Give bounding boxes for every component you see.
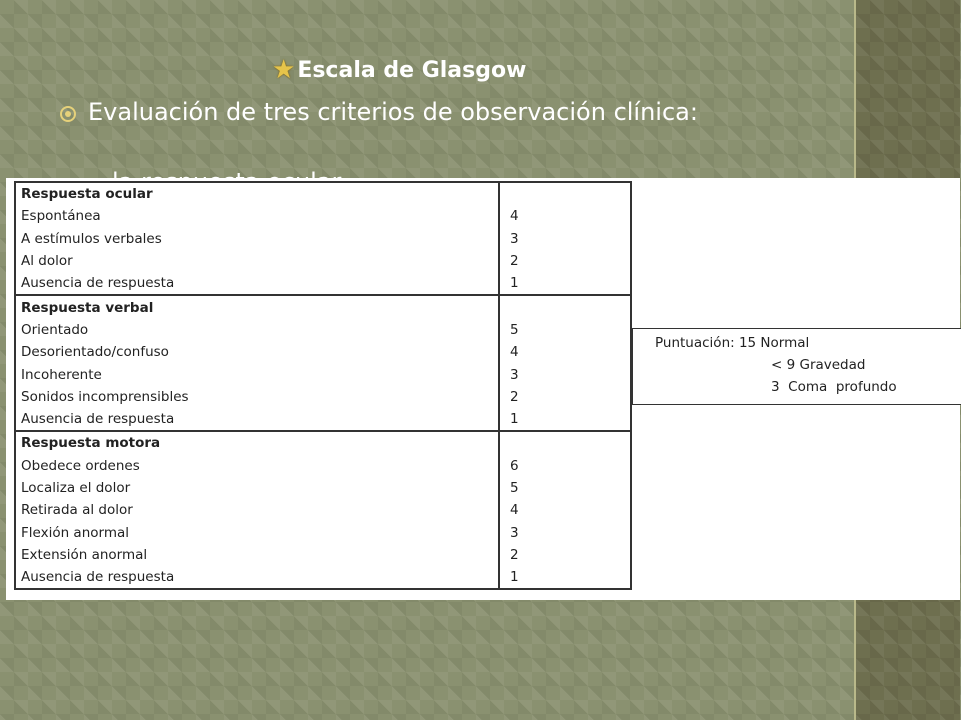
response-score: 3 xyxy=(499,228,631,250)
section-header-score-cell xyxy=(499,295,631,318)
response-label: A estímulos verbales xyxy=(21,230,162,247)
table-row xyxy=(15,408,631,431)
response-label: Al dolor xyxy=(21,253,73,270)
response-label: Ausencia de respuesta xyxy=(21,569,175,586)
glasgow-table-image xyxy=(6,178,960,600)
table-row xyxy=(15,499,631,521)
response-score: 3 xyxy=(499,521,631,543)
response-score: 2 xyxy=(499,544,631,566)
scoring-line-severe: < 9 Gravedad xyxy=(771,357,866,373)
section-header: Respuesta verbal xyxy=(15,295,499,318)
slide-title-text: Escala de Glasgow xyxy=(297,57,527,83)
response-label: Retirada al dolor xyxy=(21,502,133,519)
partially-hidden-text xyxy=(112,166,341,178)
response-score: 6 xyxy=(499,455,631,477)
section-header-score-cell xyxy=(499,431,631,454)
table-row xyxy=(15,319,631,341)
response-score: 2 xyxy=(499,386,631,408)
section-header: Respuesta ocular xyxy=(21,186,153,203)
star-icon: ★ xyxy=(272,55,296,85)
table-row xyxy=(15,228,631,250)
scoring-line-coma: 3 Coma profundo xyxy=(771,379,897,395)
bullet-item xyxy=(60,96,720,128)
response-score: 5 xyxy=(499,319,631,341)
response-score: 4 xyxy=(499,205,631,227)
table-row xyxy=(15,521,631,543)
section-header-row xyxy=(15,182,631,205)
response-label: Orientado xyxy=(21,321,89,338)
section-header-row xyxy=(15,295,631,318)
response-score: 4 xyxy=(499,499,631,521)
circle-bullet-icon xyxy=(60,106,76,122)
glasgow-scale-table xyxy=(14,181,632,590)
table-row xyxy=(15,455,631,477)
table-row xyxy=(15,566,631,589)
response-score: 1 xyxy=(499,408,631,431)
response-label: Ausencia de respuesta xyxy=(21,275,175,292)
response-score: 2 xyxy=(499,250,631,272)
response-score: 4 xyxy=(499,341,631,363)
table-row xyxy=(15,544,631,566)
scoring-legend-box xyxy=(632,328,961,405)
response-label: Desorientado/confuso xyxy=(21,344,169,361)
section-header-row xyxy=(15,431,631,454)
table-row xyxy=(15,386,631,408)
table-row xyxy=(15,250,631,272)
section-header-score-cell xyxy=(499,182,631,205)
scoring-line-normal: Puntuación: 15 Normal xyxy=(655,335,810,351)
response-label: Obedece ordenes xyxy=(21,457,140,474)
response-label: Localiza el dolor xyxy=(21,480,131,496)
response-score: 3 xyxy=(499,363,631,385)
response-label: Incoherente xyxy=(21,366,102,383)
section-header: Respuesta motora xyxy=(15,431,499,454)
response-score: 1 xyxy=(499,272,631,295)
table-row xyxy=(15,363,631,385)
table-row xyxy=(15,205,631,227)
response-label: Extensión anormal xyxy=(21,546,148,563)
slide-title xyxy=(272,55,526,85)
bullet-text: Evaluación de tres criterios de observación clínica: xyxy=(88,98,698,126)
table-row xyxy=(15,341,631,363)
response-label: Sonidos incomprensibles xyxy=(21,388,189,405)
response-label: Ausencia de respuesta xyxy=(21,411,175,428)
table-row xyxy=(15,477,631,499)
table-row xyxy=(15,272,631,295)
response-label: Flexión anormal xyxy=(21,524,130,541)
response-score: 5 xyxy=(499,477,631,499)
response-label: Espontánea xyxy=(21,208,101,225)
response-score: 1 xyxy=(499,566,631,589)
